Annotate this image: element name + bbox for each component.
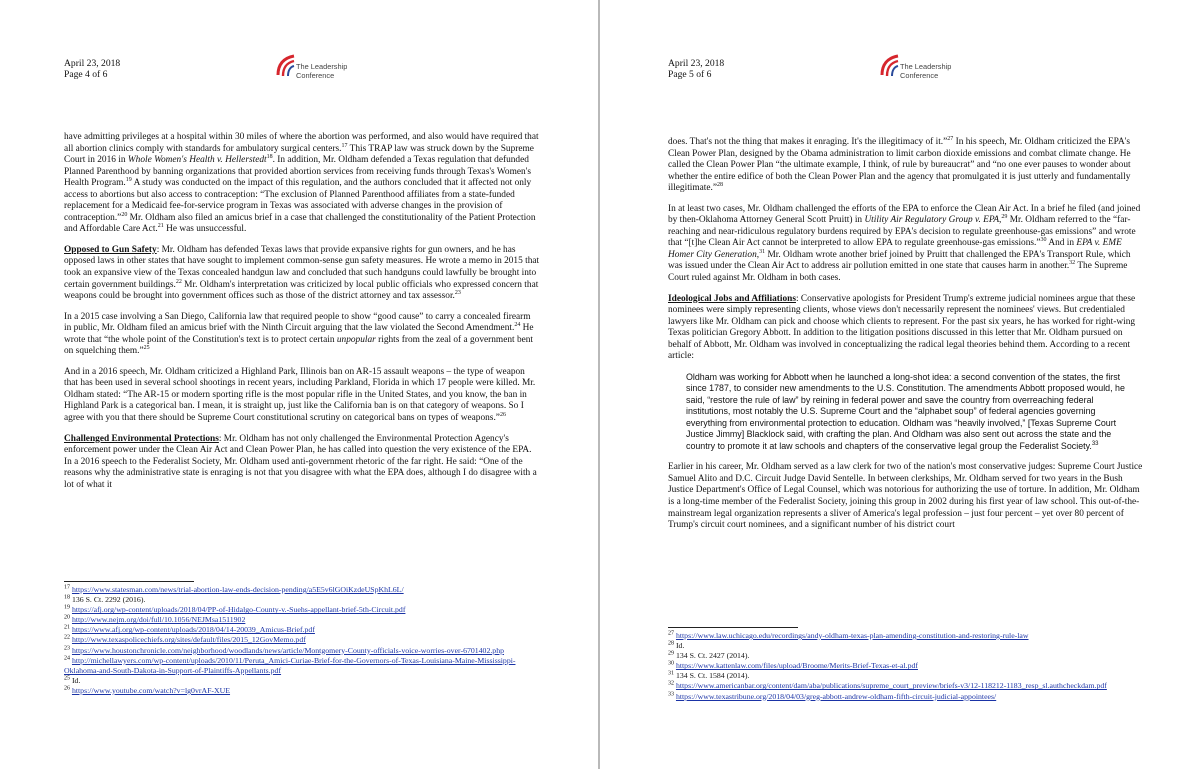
footnote-link[interactable]: https://www.afj.org/wp-content/uploads/2018/04/14-20039_Amicus-Brief.pdf [71, 625, 315, 635]
leadership-conference-logo [878, 53, 998, 87]
footnote-link[interactable]: https://afj.org/wp-content/uploads/2018/04/PP-of-Hidalgo-County-v.-Suehs-appellant-brief-5th-Circuit.pdf [71, 605, 406, 615]
case-name: Whole Women's Health v. Hellerstedt [127, 155, 267, 166]
page-body [668, 137, 1146, 541]
footnote-number: 32 [668, 680, 674, 687]
footnote-link[interactable]: https://www.texastribune.org/2018/04/03/greg-abbott-andrew-oldham-fifth-circuit-judicial-appointees/ [675, 691, 997, 701]
footnote-number: 22 [64, 634, 70, 641]
header-date: April 23, 2018 [64, 58, 121, 69]
footnote-text: 136 S. Ct. 2292 (2016). [71, 595, 146, 605]
footnote-link[interactable]: http://www.nejm.org/doi/full/10.1056/NEJMsa1511902 [71, 615, 246, 625]
footnote-link[interactable]: https://www.americanbar.org/content/dam/aba/publications/supreme_court_preview/briefs-v3/12-118212-1183_resp_sl.authcheckdam.pdf [675, 681, 1107, 691]
logo-line-2: Conference [900, 71, 939, 80]
section-heading: Ideological Jobs and Affiliations [668, 293, 796, 304]
footnote [668, 671, 1146, 681]
header-page-number: Page 4 of 6 [64, 69, 108, 81]
footnote-ref: 33 [1091, 440, 1099, 447]
footnote-rule [668, 627, 798, 628]
logo-swoosh-icon [878, 53, 900, 79]
footnote-link[interactable]: http://www.texaspolicechiefs.org/sites/default/files/2015_12GovMemo.pdf [71, 635, 306, 645]
footnote [668, 651, 1146, 661]
footnote [64, 676, 540, 686]
footnote-ref: 30 [1040, 237, 1047, 244]
footnote-text: 134 S. Ct. 1584 (2014). [675, 671, 750, 681]
footnote-ref: 29 [1001, 214, 1008, 221]
footnote-ref: 25 [143, 345, 150, 352]
footnote-ref: 21 [157, 223, 164, 230]
footnote [668, 641, 1146, 651]
footnote-ref: 22 [175, 278, 182, 285]
section-heading: Opposed to Gun Safety [64, 244, 157, 255]
paragraph: And in a 2016 speech, Mr. Oldham criticized a Highland Park, Illinois ban on AR-15 assault weapons – the type of weapon that has been used in several school shootings in recent years, including Parkland, Florida in which 17 people were killed. Mr. Oldham stated: “The AR-15 or modern sporting rifle is the most popular rifle in the United States, and you know, the ban in Highland Park is a categorical ban. I mean, it is straight up, just like the California ban is on that category of weapons. So I agree with you that there should be Supreme Court constitutional scrutiny on categorical bans on types of weapons.”$^{26}$ [64, 366, 536, 424]
case-name: EPA v. EME Homer City Generation [668, 238, 1122, 260]
footnote-ref: 27 [947, 135, 954, 142]
footnote [64, 656, 540, 676]
footnote-number: 30 [668, 660, 674, 667]
paragraph: Opposed to Gun Safety: Mr. Oldham has defended Texas laws that provide expansive rights for gun owners, and he has opposed laws in other states that have sought to implement common-sense gun safety measures. He wrote a memo in 2015 that took an expansive view of the Texas concealed handgun law and concluded that such handguns could lawfully be brought into certain government buildings.$^{22}$ Mr. Oldham's interpretation was criticized by local public officials who expressed concern that weapons could be brought into government offices such as those of the district attorney and tax assessor.$^{23}$ [64, 244, 540, 302]
footnote-ref: 32 [1069, 260, 1076, 267]
block-quote: Oldham was working for Abbott when he launched a long-shot idea: a second convention of the states, the first since 1787, to consider new amendments to the U.S. Constitution. The amendments Abbott proposed would, he said, “restore the rule of law” by reining in federal power and save the country from overreaching federal institutions, most notably the U.S. Supreme Court and the “alphabet soup” of federal agencies governing everything from environmental protection to education. Oldham was “heavily involved,” [Texas Supreme Court Justice Jimmy] Blacklock said, with crafting the plan. And Oldham was also sent out across the state and the country to promote it at law schools and chapters of the conservative legal group the Federalist Society.$^{33}$ [686, 371, 1125, 451]
footnote [668, 681, 1146, 691]
footnote-link[interactable]: https://www.houstonchronicle.com/neighborhood/woodlands/news/article/Montgomery-County-officials-voice-worries-over-6701402.php [71, 645, 505, 655]
paragraph: In a 2015 case involving a San Diego, California law that required people to show “good cause” to carry a concealed firearm in public, Mr. Oldham filed an amicus brief with the Ninth Circuit arguing that the law violated the Second Amendment.$^{24}$ He wrote that “the whole point of the Constitution's text is to protect certain unpopular rights from the zeal of a government bent on squelching them.”$^{25}$ [64, 311, 534, 357]
footnote [64, 615, 540, 625]
footnote-number: 18 [64, 594, 70, 601]
footnote [64, 595, 540, 605]
footnote-number: 24 [64, 655, 70, 662]
footnote-ref: 17 [341, 142, 348, 149]
footnote [64, 686, 540, 696]
footnote-rule [64, 581, 194, 582]
footnote-ref: 26 [499, 411, 506, 418]
footnote-ref: 20 [121, 211, 128, 218]
footnote-ref: 19 [125, 177, 132, 184]
footnote-number: 19 [64, 604, 70, 611]
footnote-number: 21 [64, 624, 70, 631]
footnote-number: 33 [668, 690, 674, 697]
document-page-5 [600, 0, 1200, 769]
leadership-conference-logo [274, 53, 394, 87]
paragraph: Ideological Jobs and Affiliations: Conservative apologists for President Trump's extreme judicial nominees argue that these nominees were simply representing clients, whose views don't necessarily represent the nominees' views. But credentialed lawyers like Mr. Oldham can pick and choose which clients to represent. For the past six years, he has worked for right-wing Texas politician Gregory Abbott. In addition to the litigation positions discussed in this letter that Mr. Oldham pursued on behalf of Abbott, Mr. Oldham was involved in conceptualizing the radical legal theories behind them. According to a recent article: [668, 293, 1136, 362]
footnote-text: Id. [71, 675, 81, 685]
paragraph: Earlier in his career, Mr. Oldham served as a law clerk for two of the nation's most conservative judges: Supreme Court Justice Samuel Alito and D.C. Circuit Judge David Sentelle. In between clerkships, Mr. Oldham served for two years in the Bush Justice Department's Office of Legal Counsel, which was notorious for authorizing the use of torture. In addition, Mr. Oldham is a long-time member of the Federalist Society, joining this group in 2002 during his first year of law school. This out-of-the-mainstream legal organization represents a sliver of America's legal profession – just four percent – yet over 80 percent of Trump's circuit court nominees, and a significant number of his district court [668, 462, 1143, 531]
paragraph: In at least two cases, Mr. Oldham challenged the efforts of the EPA to enforce the Clean Air Act. In a brief he filed (and joined by then-Oklahoma Attorney General Scott Pruitt) in Utility Air Regulatory Group v. EPA,$^{29}$ Mr. Oldham referred to the “far-reaching and near-ridiculous regulatory burdens required by EPA's decision to regulate greenhouse-gas emissions” and wrote that “[t]he Clean Air Act cannot be interpreted to allow EPA to regulate greenhouse-gas emissions.”$^{30}$ And in EPA v. EME Homer City Generation,$^{31}$ Mr. Oldham wrote another brief joined by Pruitt that challenged the EPA's Transport Rule, which was issued under the Clean Air Act to address air pollution emitted in one state that causes harm in another.$^{32}$ The Supreme Court ruled against Mr. Oldham in both cases. [668, 203, 1141, 284]
paragraph: does. That's not the thing that makes it enraging. It's the illegitimacy of it.”$^{27}$ In his speech, Mr. Oldham criticized the EPA's Clean Power Plan, designed by the Obama administration to limit carbon dioxide emissions and combat climate change. He called the Clean Power Plan “the ultimate example, I think, of rule by bureaucrat” and “no one ever pauses to wonder about whether the entire edifice of both the Clean Power Plan and the agency that promulgated it is just utterly and fundamentally illegitimate.”$^{28}$ [668, 135, 1131, 194]
footnote-link[interactable]: http://michellawyers.com/wp-content/uploads/2010/11/Peruta_Amici-Curiae-Brief-for-the-Governors-of-Texas-Louisiana-Maine-Mississippi-Oklahoma-and-South-Dakota-in-Support-of-Plaintiffs-Appellants.pdf [64, 655, 516, 675]
footnote-number: 29 [668, 650, 674, 657]
footnote-ref: 18 [266, 153, 273, 160]
footnote [64, 635, 540, 645]
page-header [64, 58, 120, 81]
footnote [668, 631, 1146, 641]
footnotes [64, 585, 540, 696]
footnote-link[interactable]: https://www.kattenlaw.com/files/upload/Broome/Merits-Brief-Texas-et-al.pdf [675, 661, 918, 671]
footnote-number: 26 [64, 685, 70, 692]
footnote-text: 134 S. Ct. 2427 (2014). [675, 651, 750, 661]
page-header [668, 58, 724, 81]
footnote-number: 17 [64, 584, 70, 591]
footnote [64, 605, 540, 615]
footnote-ref: 28 [717, 182, 724, 189]
footnote-number: 28 [668, 640, 674, 647]
footnote-link[interactable]: https://www.law.uchicago.edu/recordings/andy-oldham-texas-plan-amending-constitution-and-restoring-rule-law [675, 631, 1029, 640]
footnote-text: Id. [675, 641, 685, 651]
footnote-ref: 24 [514, 322, 521, 329]
footnote [668, 692, 1146, 702]
paragraph: Challenged Environmental Protections: Mr. Oldham has not only challenged the Environmental Protection Agency's enforcement power under the Clean Air Act and Clean Power Plan, he has called into question the very existence of the EPA. In a 2016 speech to the Federalist Society, Mr. Oldham used anti-government rhetoric of the far right. He said: “One of the reasons why the administrative state is enraging is not that you disagree with what the EPA does, although I do disagree with a lot of what it [64, 433, 537, 490]
footnote-ref: 31 [759, 248, 766, 255]
footnote-number: 20 [64, 614, 70, 621]
footnote-ref: 23 [454, 290, 461, 296]
footnote-link[interactable]: https://www.statesman.com/news/trial-abortion-law-ends-decision-pending/a5E5v6lGOiKzdeUSpKhL6L/ [71, 585, 404, 594]
footnotes [668, 631, 1146, 702]
footnote-link[interactable]: https://www.youtube.com/watch?v=lg0vrAF-XUE [71, 685, 231, 695]
logo-line-1: The Leadership [296, 62, 348, 71]
footnote [64, 625, 540, 635]
document-page-4 [0, 0, 598, 769]
footnote-number: 25 [64, 675, 70, 682]
footnote [668, 661, 1146, 671]
page-body [64, 132, 540, 500]
footnote-number: 23 [64, 644, 70, 651]
footnote [64, 646, 540, 656]
case-name: Utility Air Regulatory Group v. EPA [864, 215, 1000, 226]
paragraph: have admitting privileges at a hospital within 30 miles of where the abortion was performed, and also would have required that all abortion clinics comply with standards for ambulatory surgical centers.$^{17}$ This TRAP law was struck down by the Supreme Court in 2016 in Whole Women's Health v. Hellerstedt$^{18}$. In addition, Mr. Oldham defended a Texas regulation that defunded Planned Parenthood by banning organizations that provided abortion services from receiving funds through Texas's Women's Health Program.$^{19}$ A study was conducted on the impact of this regulation, and the authors concluded that it affected not only access to abortions but also access to contraception: “The exclusion of Planned Parenthood affiliates from a state-funded replacement for a Medicaid fee-for-service program in Texas was associated with adverse changes in the provision of contraception.”$^{20}$ Mr. Oldham also filed an amicus brief in a case that challenged the constitutionality of the Patient Protection and Affordable Care Act.$^{21}$ He was unsuccessful. [64, 132, 539, 235]
logo-swoosh-icon [274, 53, 296, 79]
header-page-number: Page 5 of 6 [668, 69, 712, 81]
footnote-number: 27 [668, 630, 674, 637]
logo-line-1: The Leadership [900, 62, 952, 71]
header-date: April 23, 2018 [668, 58, 725, 69]
footnote-number: 31 [668, 670, 674, 677]
footnote [64, 585, 540, 595]
section-heading: Challenged Environmental Protections [64, 433, 219, 444]
logo-line-2: Conference [296, 71, 335, 80]
